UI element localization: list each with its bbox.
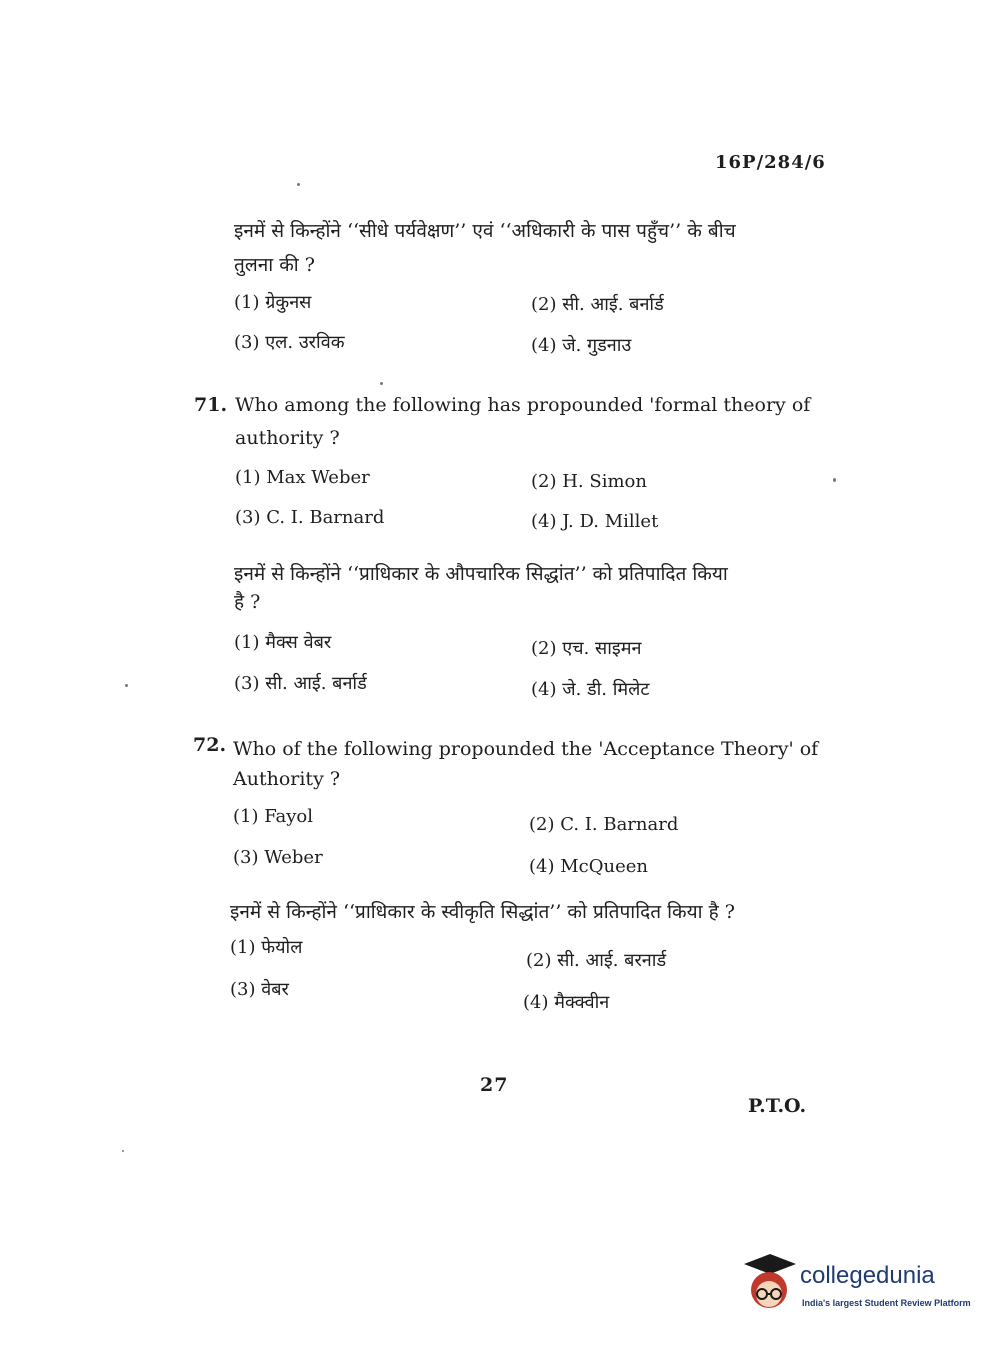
q70-hindi-option-4: (4) जे. गुडनाउ: [531, 335, 632, 356]
q72-hindi-option-4: (4) मैक्क्वीन: [523, 992, 610, 1013]
q71-hindi-option-2: (2) एच. साइमन: [531, 638, 642, 659]
q71-english-line-1: Who among the following has propounded 'formal theory of: [235, 394, 811, 416]
q71-english-option-4: (4) J. D. Millet: [531, 511, 659, 532]
q71-number: 71.: [194, 394, 228, 416]
q71-english-option-3: (3) C. I. Barnard: [235, 507, 385, 528]
q71-hindi-line-2: है ?: [234, 591, 261, 613]
scan-speck: [833, 478, 836, 482]
q71-english-option-2: (2) H. Simon: [531, 471, 647, 492]
q70-hindi-option-3: (3) एल. उरविक: [234, 332, 345, 353]
q71-english-option-1: (1) Max Weber: [235, 467, 370, 488]
mascot-icon: [740, 1250, 798, 1314]
q71-english-line-2: authority ?: [235, 427, 340, 449]
page-number: 27: [480, 1074, 509, 1096]
paper-code: 16P/284/6: [715, 152, 826, 173]
q72-english-line-1: Who of the following propounded the 'Acceptance Theory' of: [233, 738, 819, 760]
q72-hindi-option-3: (3) वेबर: [230, 979, 289, 1000]
q72-english-option-1: (1) Fayol: [233, 806, 313, 827]
q72-english-option-3: (3) Weber: [233, 847, 323, 868]
q72-hindi-option-2: (2) सी. आई. बरनार्ड: [526, 950, 667, 971]
scan-speck: [380, 382, 383, 385]
logo-tagline: India's largest Student Review Platform: [802, 1298, 971, 1308]
q71-hindi-option-3: (3) सी. आई. बर्नार्ड: [234, 673, 367, 694]
q70-hindi-option-1: (1) ग्रेकुनस: [234, 292, 312, 313]
q71-hindi-option-4: (4) जे. डी. मिलेट: [531, 679, 650, 700]
q72-number: 72.: [193, 734, 227, 756]
q71-hindi-option-1: (1) मैक्स वेबर: [234, 632, 332, 653]
q71-hindi-line-1: इनमें से किन्होंने ‘‘प्राधिकार के औपचारिक सिद्धांत’’ को प्रतिपादित किया: [234, 563, 728, 585]
scan-speck: [297, 183, 300, 186]
q72-english-option-4: (4) McQueen: [529, 856, 648, 877]
q72-hindi-line-1: इनमें से किन्होंने ‘‘प्राधिकार के स्वीकृति सिद्धांत’’ को प्रतिपादित किया है ?: [230, 901, 735, 923]
q72-hindi-option-1: (1) फेयोल: [230, 937, 303, 958]
q70-hindi-line-2: तुलना की ?: [234, 254, 315, 276]
q72-english-line-2: Authority ?: [233, 768, 341, 790]
q70-hindi-option-2: (2) सी. आई. बर्नार्ड: [531, 294, 664, 315]
pto-label: P.T.O.: [748, 1095, 807, 1117]
q70-hindi-line-1: इनमें से किन्होंने ‘‘सीधे पर्यवेक्षण’’ एवं ‘‘अधिकारी के पास पहुँच’’ के बीच: [234, 220, 736, 242]
logo-wordmark: collegedunia: [800, 1262, 935, 1289]
scan-speck: [125, 684, 128, 687]
q72-english-option-2: (2) C. I. Barnard: [529, 814, 679, 835]
collegedunia-logo: [740, 1250, 970, 1320]
scan-speck: [122, 1150, 124, 1152]
